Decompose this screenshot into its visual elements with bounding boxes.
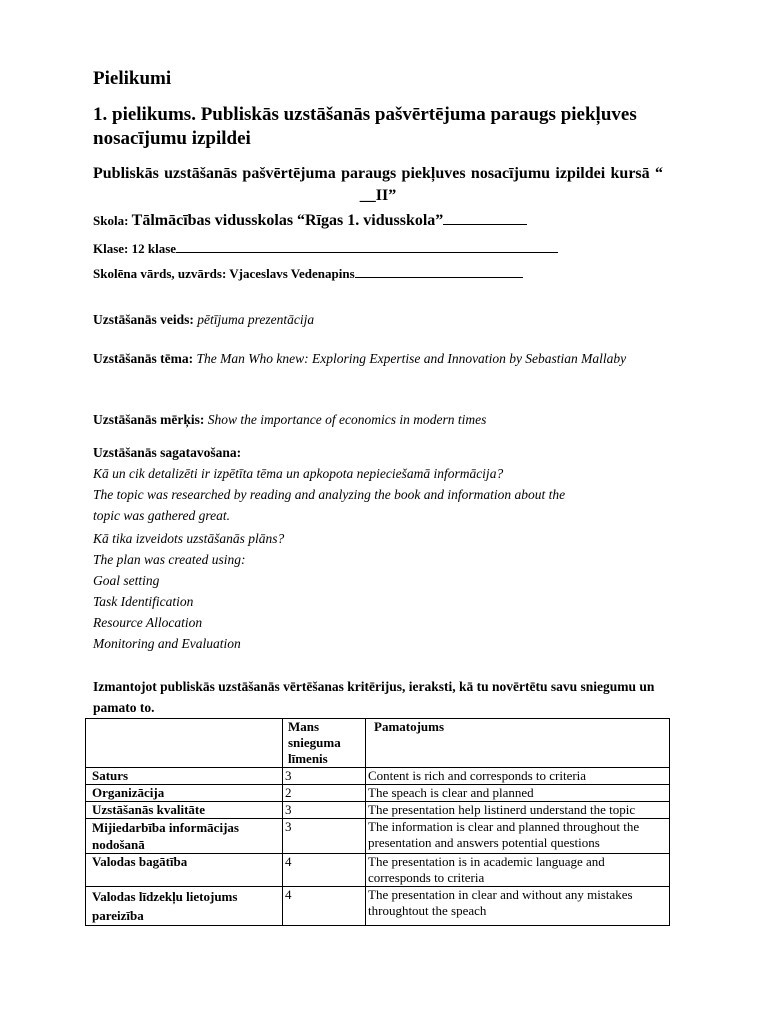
row-criterion: Valodas līdzekļu lietojums pareizība xyxy=(86,887,283,926)
school-underline xyxy=(443,212,527,225)
plan-line: Goal setting xyxy=(93,573,160,588)
annex-heading: 1. pielikums. Publiskās uzstāšanās pašvērtējuma paraugs piekļuves nosacījumu izpildei xyxy=(93,104,637,149)
table-row xyxy=(86,768,670,785)
student-field xyxy=(93,265,523,282)
header-criterion xyxy=(86,719,283,768)
performance-topic-value: The Man Who knew: Exploring Expertise and Innovation by Sebastian Mallaby xyxy=(196,351,627,366)
table-row xyxy=(86,887,670,926)
performance-topic xyxy=(93,350,663,367)
row-criterion: Mijiedarbība informācijas nodošanā xyxy=(86,819,283,854)
section-heading: Pielikumi xyxy=(93,68,172,89)
performance-goal-value: Show the importance of economics in modern times xyxy=(207,412,487,427)
preparation-label: Uzstāšanās sagatavošana: xyxy=(93,445,242,460)
table-row xyxy=(86,819,670,854)
header-reason: Pamatojums xyxy=(366,719,670,768)
class-underline xyxy=(176,240,558,253)
table-row xyxy=(86,802,670,819)
performance-type-label: Uzstāšanās veids: xyxy=(93,312,194,327)
student-label: Skolēna vārds, uzvārds: xyxy=(93,266,227,281)
row-reason: The presentation is in academic language and corresponds to criteria xyxy=(366,854,670,887)
performance-topic-label: Uzstāšanās tēma: xyxy=(93,351,194,366)
criteria-table xyxy=(85,718,670,926)
performance-type xyxy=(93,309,663,330)
school-field xyxy=(93,212,527,230)
preparation-section xyxy=(93,442,663,654)
row-level: 3 xyxy=(283,819,366,854)
student-underline xyxy=(355,265,523,278)
row-level: 4 xyxy=(283,854,366,887)
row-reason: The presentation in clear and without any mistakes throughtout the speach xyxy=(366,887,670,926)
school-value: Tālmācības vidusskolas “Rīgas 1. vidusskola” xyxy=(131,212,444,229)
row-level: 4 xyxy=(283,887,366,926)
class-label: Klase: xyxy=(93,241,129,256)
table-header-row xyxy=(86,719,670,768)
row-reason: The presentation help listinerd understand the topic xyxy=(366,802,670,819)
preparation-answer-1: The topic was researched by reading and analyzing the book and information about the topic was gathered great. xyxy=(93,487,566,523)
row-level: 3 xyxy=(283,768,366,785)
school-label: Skola: xyxy=(93,213,129,228)
preparation-question-1: Kā un cik detalizēti ir izpētīta tēma un apkopota nepieciešamā informācija? xyxy=(93,466,504,481)
table-row xyxy=(86,785,670,802)
row-level: 2 xyxy=(283,785,366,802)
header-level: Mans snieguma līmenis xyxy=(283,719,366,768)
performance-type-value: pētījuma prezentācija xyxy=(197,312,315,327)
row-criterion: Valodas bagātība xyxy=(86,854,283,887)
preparation-question-2: Kā tika izveidots uzstāšanās plāns? xyxy=(93,531,285,546)
plan-line: The plan was created using: xyxy=(93,552,246,567)
plan-line: Monitoring and Evaluation xyxy=(93,636,241,651)
instruction-text: Izmantojot publiskās uzstāšanās vērtēšanas kritērijus, ieraksti, kā tu novērtētu savu sniegumu un pamato to. xyxy=(93,679,655,715)
class-value: 12 klase xyxy=(131,241,177,256)
class-field xyxy=(93,240,558,257)
student-value: Vjaceslavs Vedenapins xyxy=(229,266,355,281)
table-row xyxy=(86,854,670,887)
plan-line: Task Identification xyxy=(93,594,194,609)
row-criterion: Uzstāšanās kvalitāte xyxy=(86,802,283,819)
form-title: Publiskās uzstāšanās pašvērtējuma paraugs piekļuves nosacījumu izpildei kursā “ __II” xyxy=(93,165,663,204)
row-reason: Content is rich and corresponds to criteria xyxy=(366,768,670,785)
performance-goal-label: Uzstāšanās mērķis: xyxy=(93,412,205,427)
row-reason: The speach is clear and planned xyxy=(366,785,670,802)
row-level: 3 xyxy=(283,802,366,819)
performance-goal xyxy=(93,409,663,430)
plan-line: Resource Allocation xyxy=(93,615,203,630)
row-criterion: Organizācija xyxy=(86,785,283,802)
row-reason: The information is clear and planned throughout the presentation and answers potential questions xyxy=(366,819,670,854)
row-criterion: Saturs xyxy=(86,768,283,785)
